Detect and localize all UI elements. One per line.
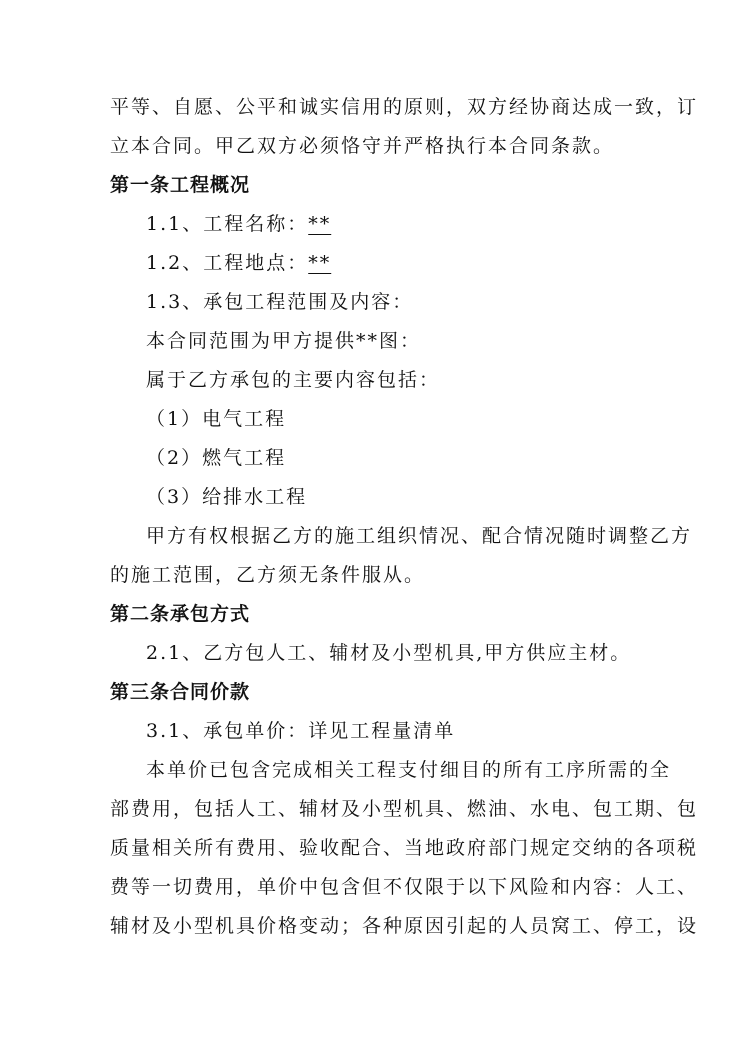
paragraph-line: 部费用，包括人工、辅材及小型机具、燃油、水电、包工期、包	[110, 798, 699, 820]
item-scope-title: 1.3、承包工程范围及内容：	[146, 291, 414, 313]
paragraph-line: 本单价已包含完成相关工程支付细目的所有工序所需的全	[146, 759, 672, 781]
item-unit-price: 3.1、承包单价：详见工程量清单	[146, 720, 456, 742]
contents-intro: 属于乙方承包的主要内容包括：	[146, 369, 441, 391]
section-heading-1: 第一条工程概况	[110, 174, 251, 196]
paragraph-line: 平等、自愿、公平和诚实信用的原则，双方经协商达成一致，订	[110, 96, 699, 118]
item-project-location	[146, 251, 686, 275]
paragraph-line: 甲方有权根据乙方的施工组织情况、配合情况随时调整乙方	[146, 525, 693, 547]
paragraph-line: 立本合同。甲乙双方必须恪守并严格执行本合同条款。	[110, 135, 615, 157]
item-label: 1.1、工程名称：	[146, 213, 309, 235]
item-value: **	[308, 252, 332, 274]
paragraph-line: 的施工范围，乙方须无条件服从。	[110, 564, 426, 586]
item-contract-method: 2.1、乙方包人工、辅材及小型机具,甲方供应主材。	[146, 642, 632, 664]
item-project-name	[146, 212, 686, 236]
paragraph-line: 辅材及小型机具价格变动；各种原因引起的人员窝工、停工，设	[110, 915, 699, 937]
list-item: （3）给排水工程	[146, 486, 308, 508]
paragraph-line: 费等一切费用，单价中包含但不仅限于以下风险和内容：人工、	[110, 876, 699, 898]
scope-text: 本合同范围为甲方提供**图：	[146, 330, 422, 352]
list-item: （1）电气工程	[146, 408, 287, 430]
section-heading-3: 第三条合同价款	[110, 681, 251, 703]
paragraph-line: 质量相关所有费用、验收配合、当地政府部门规定交纳的各项税	[110, 837, 699, 859]
item-label: 1.2、工程地点：	[146, 252, 309, 274]
list-item: （2）燃气工程	[146, 447, 287, 469]
section-heading-2: 第二条承包方式	[110, 603, 251, 625]
item-value: **	[308, 213, 332, 235]
